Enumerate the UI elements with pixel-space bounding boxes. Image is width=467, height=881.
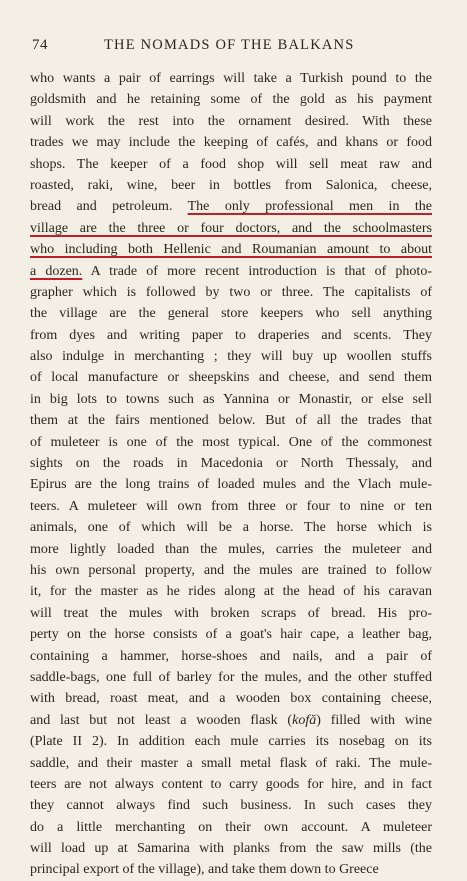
text-segment: sights on the roads in Macedonia or North Thessaly, and [30,456,432,472]
text-line [30,89,432,110]
text-line [30,539,432,560]
text-line [30,859,432,880]
text-segment: do a little merchanting on their own account. A muleteer [30,819,432,835]
underlined-text: village are the three or four doctors, and the schoolmasters [30,220,432,236]
text-segment: will load up at Samarina with planks from the saw mills (the [30,841,432,857]
text-segment: with bread, roast meat, and a wooden box containing cheese, [30,691,432,707]
text-segment: roasted, raki, wine, beer in bottles from Salonica, cheese, [30,177,432,193]
text-line [30,688,432,709]
text-segment: grapher which is followed by two or three. The capitalists of [30,284,432,300]
text-segment: his own personal property, and the mules are trained to follow [30,562,432,578]
text-line [30,303,432,324]
text-line [30,710,432,731]
text-line [30,325,432,346]
text-line [30,282,432,303]
text-line [30,646,432,667]
text-line [30,218,432,239]
text-segment: trades we may include the keeping of cafés, and khans or food [30,135,432,151]
text-line [30,731,432,752]
text-line [30,68,432,89]
text-segment: shops. The keeper of a food shop will sell meat raw and [30,156,432,172]
text-segment: animals, one of which will be a horse. The horse which is [30,520,432,536]
text-line [30,838,432,859]
underlined-text: a dozen. [30,263,83,279]
running-title: THE NOMADS OF THE BALKANS [104,37,355,53]
text-segment: and last but not least a wooden flask (kofă) filled with wine [30,712,432,728]
text-line [30,410,432,431]
text-segment: they cannot always find such business. In such cases they [30,798,432,814]
text-segment: principal export of the village), and take them down to Greece [30,862,379,878]
text-line [30,239,432,260]
text-line [30,154,432,175]
text-segment: Epirus are the long trains of loaded mules and the Vlach mule- [30,477,432,493]
underlined-text: who including both Hellenic and Roumanian amount to about [30,242,432,258]
text-line [30,432,432,453]
text-segment: A trade of more recent introduction is that of photo- [82,263,432,279]
text-segment: from dyes and writing paper to draperies and scents. They [30,327,432,343]
text-line [30,795,432,816]
text-segment: who wants a pair of earrings will take a Turkish pound to the [30,71,432,86]
text-segment: will treat the mules with broken scraps of bread. His pro- [30,605,432,621]
text-line [30,111,432,132]
body-paragraph [30,68,432,881]
text-line [30,261,432,282]
text-line [30,132,432,153]
text-line [30,389,432,410]
text-segment: containing a hammer, horse-shoes and nails, and a pair of [30,648,432,664]
text-segment: it, for the master as he rides along at the head of his caravan [30,584,432,600]
text-segment: (Plate II 2). In addition each mule carries its nosebag on its [30,734,432,750]
text-line [30,474,432,495]
italic-word: kofă [292,712,317,728]
text-line [30,346,432,367]
text-line [30,196,432,217]
text-segment: also indulge in merchanting ; they will buy up woollen stuffs [30,349,432,365]
text-line [30,774,432,795]
page-number: 74 [32,37,48,53]
text-segment: in big lots to towns such as Yannina or Monastir, or else sell [30,391,432,407]
text-line [30,517,432,538]
page-header [32,37,432,57]
text-line [30,667,432,688]
text-line [30,560,432,581]
text-segment: will work the rest into the ornament desired. With these [30,113,432,129]
text-segment: saddle, and their master a small metal flask of raki. The mule- [30,755,432,771]
text-segment: bread and petroleum. [30,199,188,215]
text-segment: teers. A muleteer will own from three or four to nine or ten [30,498,432,514]
text-line [30,753,432,774]
text-line [30,367,432,388]
text-segment: more lightly loaded than the mules, carries the muleteer and [30,541,432,557]
text-segment: of local manufacture or sheepskins and cheese, and send them [30,370,432,386]
underlined-text: The only professional men in the [187,199,432,215]
text-line [30,603,432,624]
text-segment: saddle-bags, one full of barley for the mules, and the other stuffed [30,669,432,685]
text-line [30,581,432,602]
text-line [30,496,432,517]
text-segment: goldsmith and he retaining some of the gold as his payment [30,92,432,108]
text-segment: teers are not always content to carry goods for hire, and in fact [30,776,432,792]
text-line [30,817,432,838]
text-line [30,175,432,196]
text-line [30,453,432,474]
text-line [30,624,432,645]
text-segment: of muleteer is one of the most typical. One of the commonest [30,434,432,450]
text-segment: perty on the horse consists of a goat's hair cape, a leather bag, [30,627,432,643]
text-segment: the village are the general store keepers who sell anything [30,306,432,322]
text-segment: them at the fairs mentioned below. But of all the trades that [30,413,432,429]
